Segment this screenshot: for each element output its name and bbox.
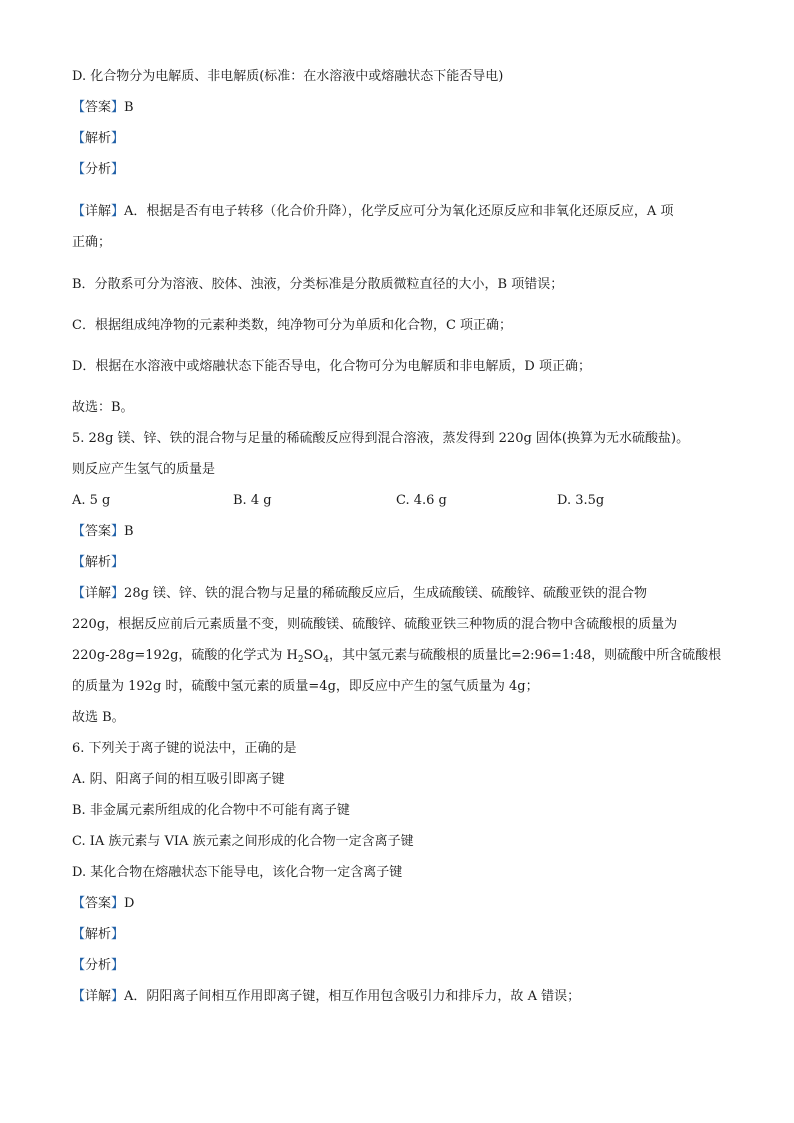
detail-line-3: B．分散系可分为溶液、胶体、浊液，分类标准是分散质微粒直径的大小，B 项错误； (72, 277, 564, 292)
fenxi-tag: 分析 (85, 162, 112, 177)
option-d-line: D. 化合物分为电解质、非电解质(标准：在水溶液中或熔融状态下能否导电) (72, 69, 504, 84)
bracket-close: 】 (111, 100, 125, 115)
option-d: D. 某化合物在熔融状态下能导电，该化合物一定含离子键 (72, 865, 403, 880)
question-5-line-1: 5. 28g 镁、锌、铁的混合物与足量的稀硫酸反应得到混合溶液，蒸发得到 220g 固体(换算为无水硫酸盐)。 (72, 431, 690, 446)
detail-line-1: 【详解】28g 镁、锌、铁的混合物与足量的稀硫酸反应后，生成硫酸镁、硫酸锌、硫酸亚铁的混合物 (72, 586, 648, 601)
analysis-row: 【解析】 (72, 555, 125, 570)
question-6-stem: 6. 下列关于离子键的说法中，正确的是 (72, 741, 297, 756)
option-b: B. 4 g (233, 493, 272, 508)
question-5-line-2: 则反应产生氢气的质量是 (72, 462, 216, 477)
answer-row: 【答案】D (72, 896, 135, 911)
detail-line-3: 220g-28g=192g，硫酸的化学式为 $H_2SO_4$，其中氢元素与硫酸根的质量比=2:96=1:48，则硫酸中所含硫酸根 (72, 648, 722, 665)
answer-value: D (124, 896, 135, 911)
option-c: C. ⅠA 族元素与 VIA 族元素之间形成的化合物一定含离子键 (72, 834, 414, 849)
analysis-row: 【解析】 (72, 131, 125, 146)
answer-row: 【答案】B (72, 524, 134, 539)
conclusion-line: 故选 B。 (72, 710, 125, 725)
option-b: B. 非金属元素所组成的化合物中不可能有离子键 (72, 803, 350, 818)
analysis-row: 【解析】 (72, 927, 125, 942)
option-c: C. 4.6 g (396, 493, 447, 508)
detail-line-4: 的质量为 192g 时，硫酸中氢元素的质量=4g，即反应中产生的氢气质量为 4g； (72, 679, 539, 694)
bracket-open: 【 (72, 100, 86, 115)
conclusion-line: 故选：B。 (72, 400, 134, 415)
answer-value: B (124, 100, 134, 115)
fenxi-row: 【分析】 (72, 162, 125, 177)
answer-value: B (124, 524, 134, 539)
detail-line-4: C．根据组成纯净物的元素种类数，纯净物可分为单质和化合物，C 项正确； (72, 318, 513, 333)
option-a: A. 5 g (72, 493, 111, 508)
option-a: A. 阴、阳离子间的相互吸引即离子键 (72, 772, 285, 787)
fenxi-row: 【分析】 (72, 958, 125, 973)
detail-line-1: 【详解】A．阴阳离子间相互作用即离子键，相互作用包含吸引力和排斥力，故 A 错误； (72, 989, 581, 1004)
option-d: D. 3.5g (557, 493, 605, 508)
answer-row (72, 99, 754, 117)
detail-line-5: D．根据在水溶液中或熔融状态下能否导电，化合物可分为电解质和非电解质，D 项正确； (72, 359, 591, 374)
answer-tag: 答案 (85, 100, 112, 115)
detail-line-2: 220g，根据反应前后元素质量不变，则硫酸镁、硫酸锌、硫酸亚铁三种物质的混合物中含硫酸根的质量为 (72, 617, 678, 632)
detail-line-1: 【详解】A．根据是否有电子转移（化合价升降），化学反应可分为氧化还原反应和非氧化还原反应，A 项 (72, 204, 674, 219)
analysis-tag: 解析 (85, 131, 112, 146)
detail-line-2: 正确； (72, 235, 112, 250)
detail-tag: 详解 (85, 204, 112, 219)
